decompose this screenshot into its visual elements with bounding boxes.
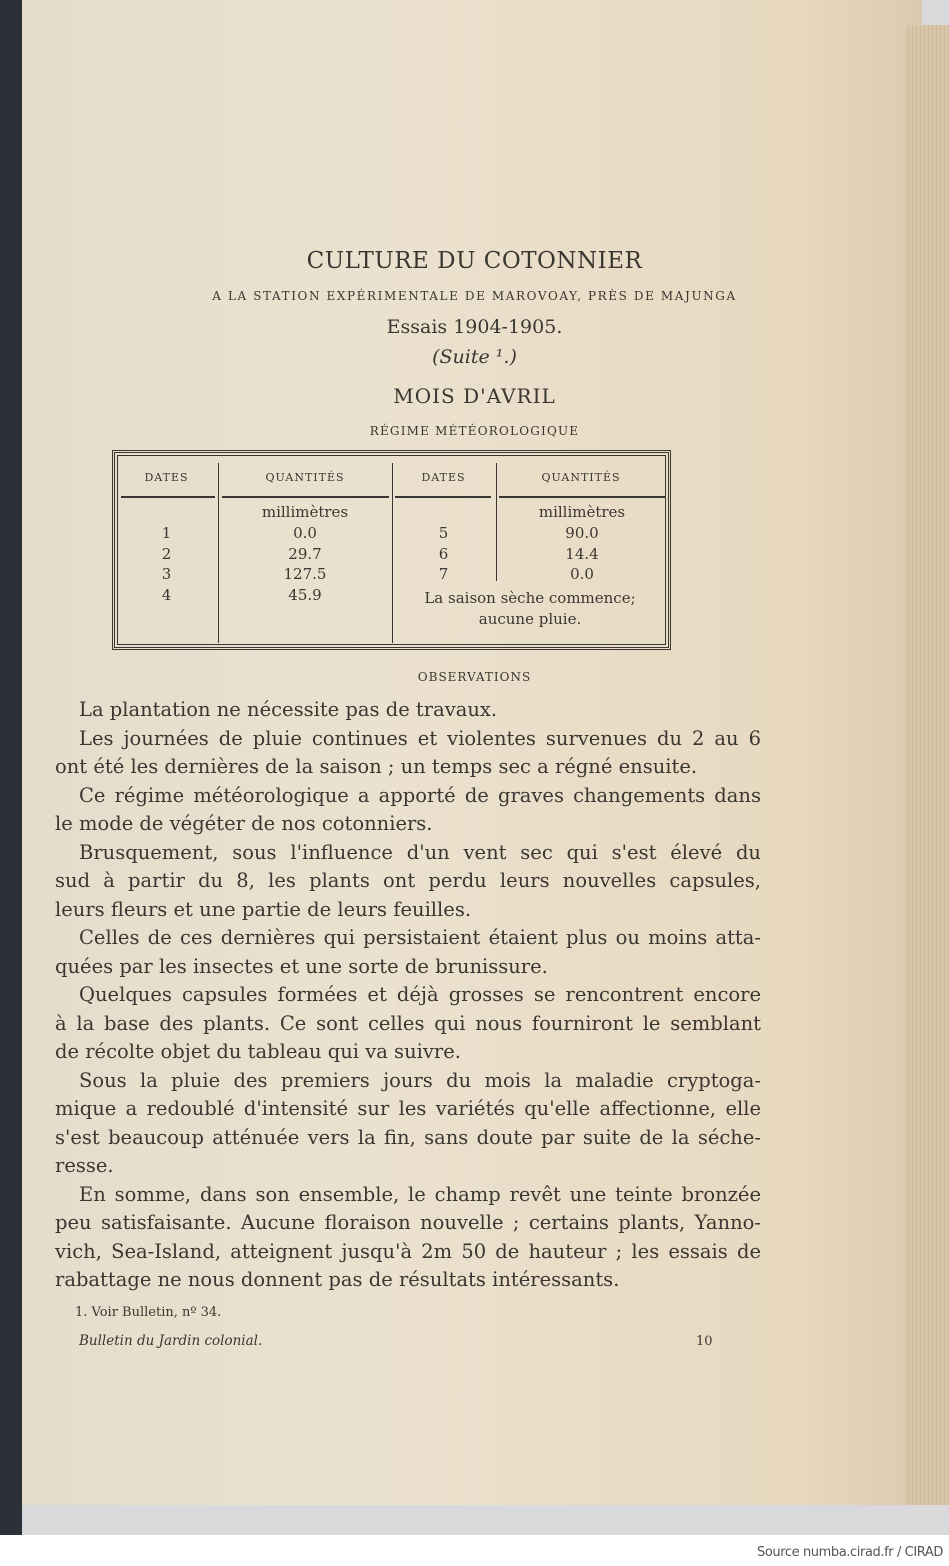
paragraph-line: le mode de végéter de nos cotonniers. <box>55 812 433 835</box>
article-title: CULTURE DU COTONNIER <box>306 248 643 274</box>
unit-label: millimètres <box>261 503 349 521</box>
paragraph-line: En somme, dans son ensemble, le champ revêt une teinte bronzée <box>79 1182 761 1206</box>
paragraph-line: de récolte objet du tableau qui va suivre. <box>55 1040 461 1063</box>
table-cell: 2 <box>161 544 172 563</box>
header-quantites-1: QUANTITÉS <box>265 471 345 484</box>
suite-note: (Suite ¹.) <box>432 346 517 368</box>
paragraph-line: ont été les dernières de la saison ; un temps sec a régné ensuite. <box>55 755 698 778</box>
table-note-line: La saison sèche commence; <box>424 589 636 607</box>
rule <box>222 496 389 498</box>
article-subtitle: A LA STATION EXPÉRIMENTALE DE MAROVOAY, PRÈS DE MAJUNGA <box>212 289 737 303</box>
essais-years: Essais 1904-1905. <box>386 316 563 338</box>
table-cell: 29.7 <box>288 544 322 563</box>
header-dates-1: DATES <box>144 471 189 484</box>
section-heading: RÉGIME MÉTÉOROLOGIQUE <box>369 424 580 438</box>
paragraph-line: quées par les insectes et une sorte de brunissure. <box>55 954 548 978</box>
paragraph-line: Quelques capsules formées et déjà grosses se rencontrent encore <box>79 983 761 1006</box>
paragraph-line: resse. <box>55 1154 114 1177</box>
paragraph-line: Ce régime météorologique a apporté de graves changements dans <box>79 783 761 807</box>
table-cell: 4 <box>161 585 172 604</box>
table-cell: 3 <box>161 565 172 583</box>
paragraph-line: Celles de ces dernières qui persistaient étaient plus ou moins atta- <box>79 926 761 949</box>
table-cell: 5 <box>438 524 449 542</box>
page-edges <box>905 25 949 1505</box>
page-number: 10 <box>696 1334 713 1349</box>
paragraph-line: mique a redoublé d'intensité sur les variétés qu'elle affectionne, elle <box>55 1097 761 1120</box>
paragraph-line: La plantation ne nécessite pas de travaux. <box>79 698 498 721</box>
table-cell: 45.9 <box>288 585 322 604</box>
dates-column <box>392 523 495 585</box>
table-cell: 1 <box>161 524 172 542</box>
table-cell: 0.0 <box>570 565 594 583</box>
table-cell: 90.0 <box>565 524 599 542</box>
table-note <box>393 588 667 629</box>
header-quantites-2: QUANTITÉS <box>541 471 621 484</box>
dates-column <box>115 523 218 605</box>
header-dates-2: DATES <box>421 471 466 484</box>
book-binding <box>0 0 22 1535</box>
unit-label: millimètres <box>538 503 626 521</box>
paragraph-line: Sous la pluie des premiers jours du mois la maladie cryptoga- <box>79 1068 761 1092</box>
table-cell: 6 <box>438 544 449 563</box>
rule <box>121 496 215 498</box>
source-credit: Source numba.cirad.fr / CIRAD <box>756 1545 943 1560</box>
table-cell: 14.4 <box>565 544 599 563</box>
paragraph-line: leurs fleurs et une partie de leurs feuilles. <box>55 897 472 921</box>
paragraph-line: peu satisfaisante. Aucune floraison nouvelle ; certains plants, Yanno- <box>55 1211 761 1234</box>
paragraph-line: vich, Sea-Island, atteignent jusqu'à 2m 50 de hauteur ; les essais de <box>55 1239 761 1263</box>
rainfall-table <box>112 450 671 650</box>
rule <box>499 496 666 498</box>
footnote: 1. Voir Bulletin, nº 34. <box>75 1305 222 1320</box>
table-cell: 7 <box>438 565 449 583</box>
observations-heading: OBSERVATIONS <box>417 670 532 684</box>
journal-name: Bulletin du Jardin colonial. <box>79 1333 263 1349</box>
paragraph-line: s'est beaucoup atténuée vers la fin, sans doute par suite de la séche- <box>55 1125 761 1149</box>
quantities-column <box>219 523 391 605</box>
month-heading: MOIS D'AVRIL <box>393 384 556 408</box>
paragraph-line: Les journées de pluie continues et violentes survenues du 2 au 6 <box>79 726 761 750</box>
rule <box>395 496 491 498</box>
paragraph-line: sud à partir du 8, les plants ont perdu leurs nouvelles capsules, <box>55 869 761 892</box>
table-cell: 127.5 <box>283 565 327 583</box>
paragraph-line: à la base des plants. Ce sont celles qui nous fourniront le semblant <box>55 1011 761 1035</box>
paragraph-line: rabattage ne nous donnent pas de résultats intéressants. <box>55 1268 620 1291</box>
table-note-line: aucune pluie. <box>478 609 582 628</box>
observations-body <box>55 696 761 1295</box>
paragraph-line: Brusquement, sous l'influence d'un vent sec qui s'est élevé du <box>79 840 761 864</box>
table-cell: 0.0 <box>293 524 317 542</box>
quantities-column <box>497 523 667 585</box>
